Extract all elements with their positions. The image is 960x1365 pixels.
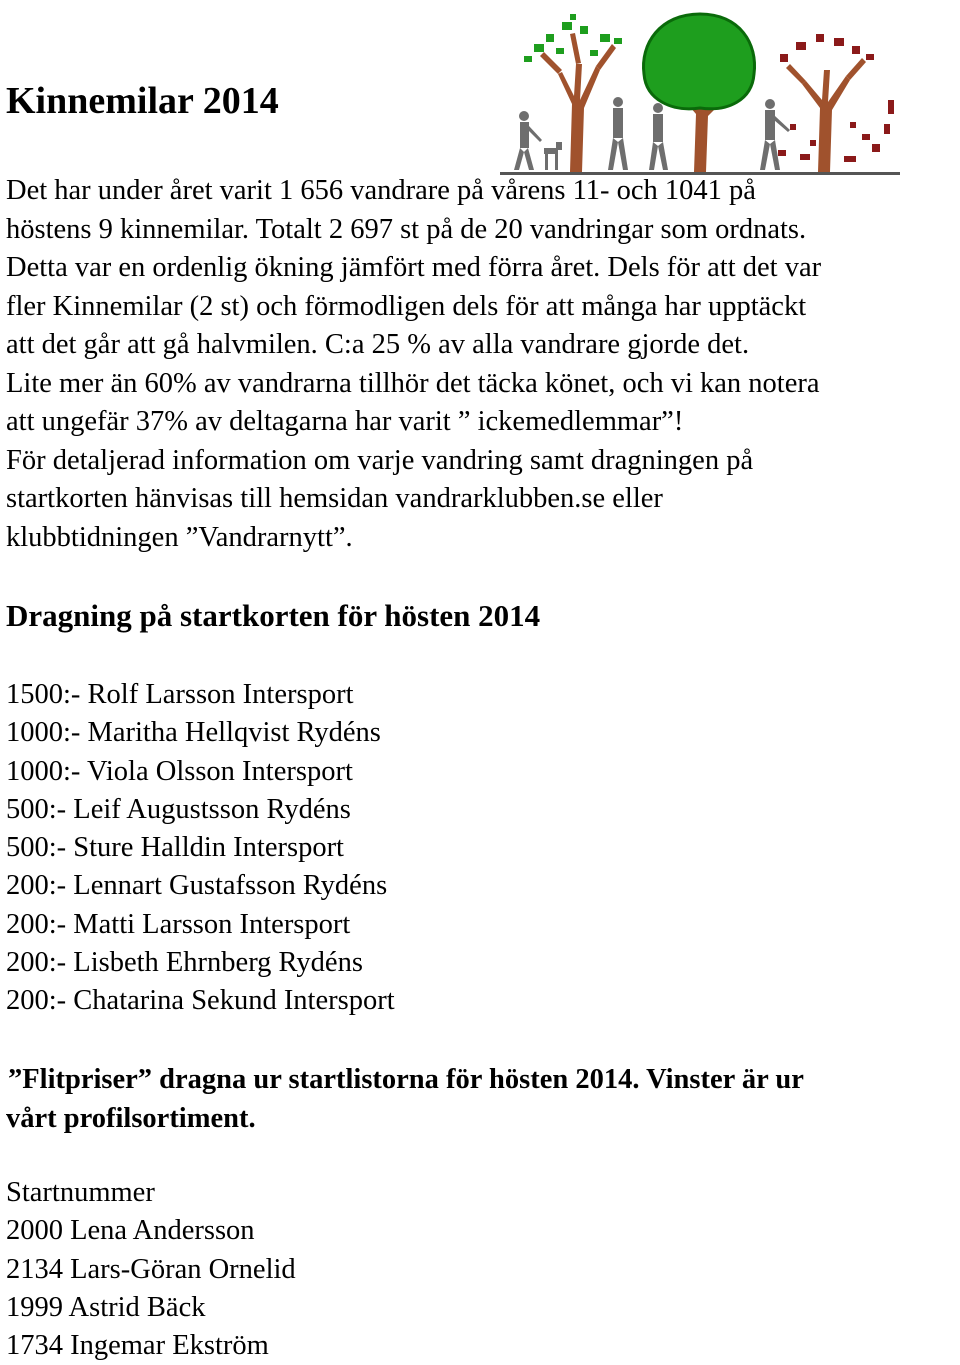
intro-line: Det har under året varit 1 656 vandrare på vårens 11- och 1041 på [6,175,756,206]
intro-line: Lite mer än 60% av vandrarna tillhör det täcka könet, och vi kan notera [6,367,820,399]
list-item: 200:- Lennart Gustafsson Rydéns [6,870,388,902]
intro-line: Detta var en ordenlig ökning jämfört med förra året. Dels för att det var [6,252,822,283]
intro-line: För detaljerad information om varje vandring samt dragningen på [6,444,754,476]
flitpriser-line: ”Flitpriser” dragna ur startlistorna för hösten 2014. Vinster är ur [8,1064,804,1095]
intro-line: att det går att gå halvmilen. C:a 25 % av alla vandrare gjorde det. [6,329,750,360]
intro-line: fler Kinnemilar (2 st) och förmodligen dels för att många har upptäckt [6,290,807,322]
draw-heading: Dragning på startkorten för hösten 2014 [6,598,541,633]
startlist-heading: Startnummer [6,1177,155,1208]
intro-line: startkorten hänvisas till hemsidan vandrarklubben.se eller [6,483,663,514]
flitpriser-line: vårt profilsortiment. [6,1103,256,1134]
flitpriser-note [6,1060,956,1138]
intro-line: klubbtidningen ”Vandrarnytt”. [6,521,353,553]
list-item: 500:- Leif Augustsson Rydéns [6,793,351,825]
list-item: 200:- Lisbeth Ehrnberg Rydéns [6,947,363,979]
list-item: 200:- Matti Larsson Intersport [6,908,351,940]
list-item: 1999 Astrid Bäck [6,1291,206,1323]
list-item: 200:- Chatarina Sekund Intersport [6,985,395,1017]
intro-line: att ungefär 37% av deltagarna har varit ” ickemedlemmar”! [6,406,684,437]
list-item: 500:- Sture Halldin Intersport [6,832,344,864]
list-item: 1734 Ingemar Ekström [6,1330,269,1362]
winners-list [6,676,395,1021]
list-item: 2000 Lena Andersson [6,1215,255,1247]
trees-and-walkers-illustration-icon [500,4,900,176]
intro-paragraph [6,172,956,557]
list-item: 1000:- Viola Olsson Intersport [6,755,353,787]
intro-line: höstens 9 kinnemilar. Totalt 2 697 st på de 20 vandringar som ordnats. [6,213,807,245]
startlist [6,1174,296,1365]
list-item: 1000:- Maritha Hellqvist Rydéns [6,717,381,749]
list-item: 1500:- Rolf Larsson Intersport [6,679,354,710]
list-item: 2134 Lars-Göran Ornelid [6,1253,296,1285]
page-title: Kinnemilar 2014 [6,80,279,122]
